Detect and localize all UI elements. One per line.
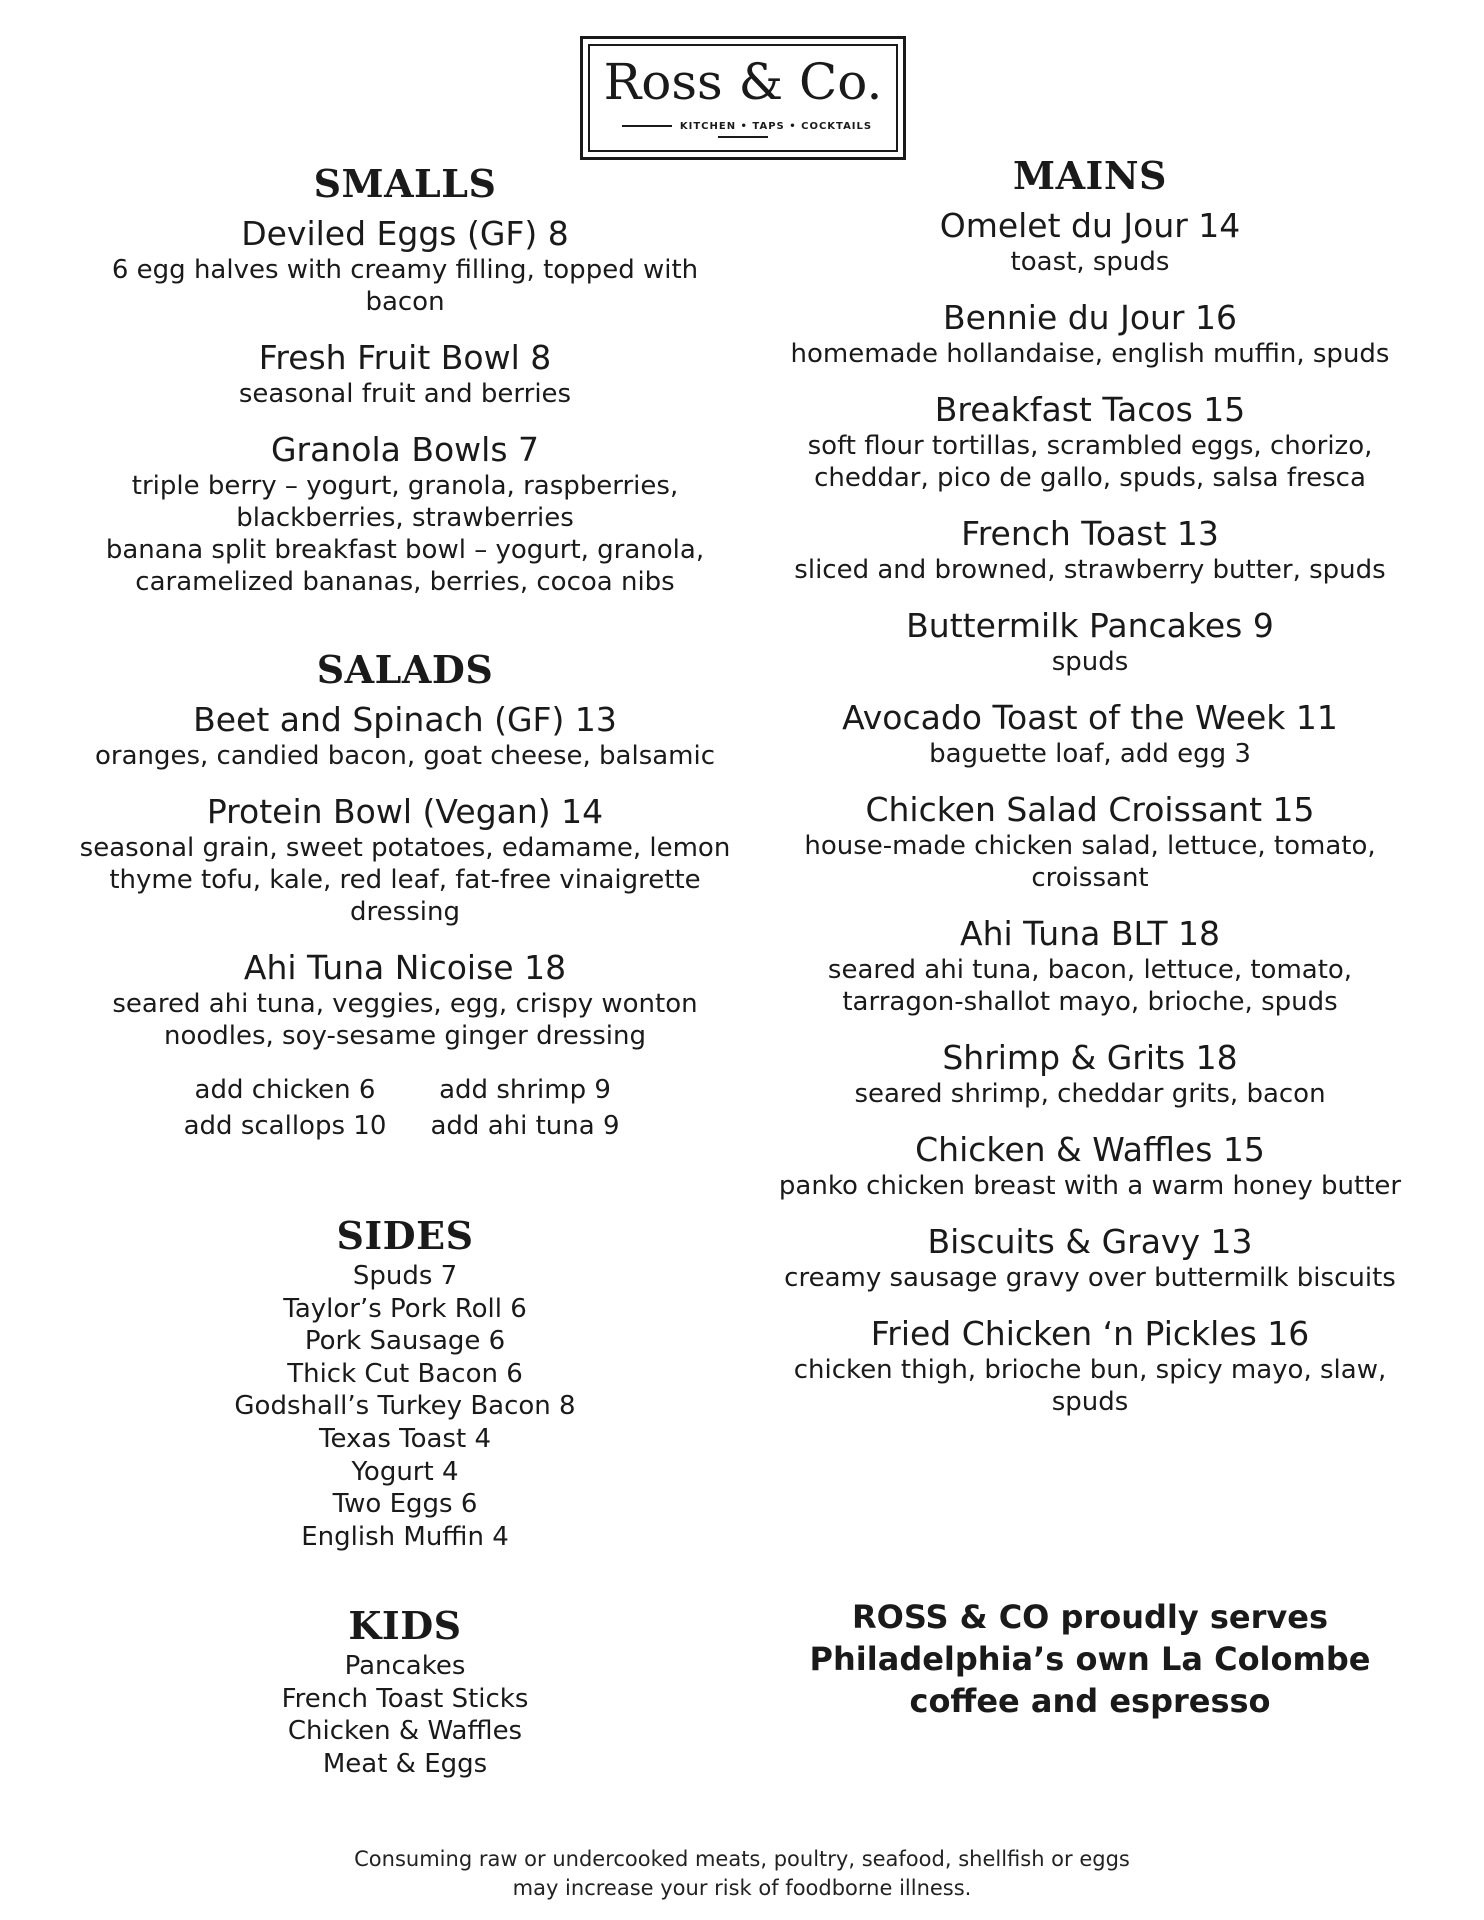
item-name: French Toast 13 (961, 514, 1219, 553)
coffee-note-line: ROSS & CO proudly serves (852, 1598, 1328, 1636)
item-desc: soft flour tortillas, scrambled eggs, chorizo, (807, 431, 1373, 461)
item-desc: spuds (1051, 647, 1129, 677)
item-name: Fresh Fruit Bowl 8 (258, 338, 552, 377)
item-desc: seasonal fruit and berries (238, 379, 572, 409)
list-item: Pork Sausage 6 (304, 1326, 506, 1357)
section-title-kids: KIDS (348, 1603, 462, 1648)
item-desc: dressing (350, 897, 460, 927)
salads-section (55, 646, 755, 1142)
list-item: English Muffin 4 (301, 1521, 509, 1552)
item-name: Omelet du Jour 14 (939, 206, 1241, 245)
item-desc: seared ahi tuna, veggies, egg, crispy wonton (112, 989, 698, 1019)
menu-item (745, 206, 1435, 278)
coffee-note (745, 1596, 1435, 1722)
list-item: Yogurt 4 (351, 1456, 459, 1487)
item-desc: bacon (365, 287, 445, 317)
restaurant-logo (580, 36, 906, 160)
smalls-section (55, 160, 755, 598)
item-desc: creamy sausage gravy over buttermilk biscuits (784, 1263, 1396, 1293)
item-name: Chicken Salad Croissant 15 (865, 790, 1315, 829)
menu-item (55, 338, 755, 410)
item-name: Bennie du Jour 16 (943, 298, 1237, 337)
addon-item: add shrimp 9 (439, 1075, 611, 1105)
item-name: Buttermilk Pancakes 9 (906, 606, 1274, 645)
menu-item (745, 1038, 1435, 1110)
list-item: Godshall’s Turkey Bacon 8 (234, 1391, 576, 1422)
list-item: Spuds 7 (352, 1261, 458, 1291)
item-name: Avocado Toast of the Week 11 (842, 698, 1338, 737)
addon-item: add scallops 10 (183, 1111, 387, 1141)
logo-tagline: KITCHEN • TAPS • COCKTAILS (679, 121, 873, 132)
menu-item (55, 700, 755, 772)
menu-item (55, 948, 755, 1052)
item-name: Deviled Eggs (GF) 8 (241, 214, 569, 253)
list-item: French Toast Sticks (281, 1683, 529, 1714)
item-name: Protein Bowl (Vegan) 14 (206, 792, 604, 831)
list-item: Pancakes (344, 1651, 466, 1681)
item-desc: banana split breakfast bowl – yogurt, granola, (105, 535, 705, 565)
item-desc: chicken thigh, brioche bun, spicy mayo, slaw, (793, 1355, 1387, 1385)
item-name: Fried Chicken ‘n Pickles 16 (870, 1314, 1310, 1353)
list-item: Taylor’s Pork Roll 6 (283, 1293, 527, 1324)
item-desc: thyme tofu, kale, red leaf, fat-free vinaigrette (109, 865, 701, 895)
menu-item (745, 606, 1435, 678)
addon-item: add chicken 6 (194, 1075, 376, 1105)
item-desc: croissant (1031, 863, 1149, 893)
logo-tagline-row (583, 121, 903, 143)
item-desc: caramelized bananas, berries, cocoa nibs (135, 567, 675, 597)
list-item: Chicken & Waffles (287, 1716, 523, 1747)
item-name: Beet and Spinach (GF) 13 (193, 700, 617, 739)
menu-item (745, 914, 1435, 1018)
coffee-note-line: coffee and espresso (909, 1682, 1271, 1720)
section-title-sides: SIDES (336, 1213, 474, 1258)
list-item: Texas Toast 4 (319, 1423, 491, 1454)
item-desc: noodles, soy-sesame ginger dressing (163, 1021, 647, 1051)
coffee-note-line: Philadelphia’s own La Colombe (809, 1640, 1371, 1678)
kids-list (55, 1650, 755, 1780)
menu-item (745, 390, 1435, 494)
item-desc: homemade hollandaise, english muffin, spuds (790, 339, 1390, 369)
section-title-mains: MAINS (1013, 153, 1167, 198)
menu-item (745, 1130, 1435, 1202)
item-name: Granola Bowls 7 (270, 430, 539, 469)
item-desc: triple berry – yogurt, granola, raspberries, (131, 471, 679, 501)
item-name: Shrimp & Grits 18 (942, 1038, 1238, 1077)
menu-item (55, 214, 755, 318)
item-name: Biscuits & Gravy 13 (927, 1222, 1253, 1261)
item-desc: tarragon-shallot mayo, brioche, spuds (842, 987, 1338, 1017)
list-item: Two Eggs 6 (332, 1489, 478, 1520)
menu-item (745, 298, 1435, 370)
menu-item (745, 514, 1435, 586)
item-name: Ahi Tuna Nicoise 18 (243, 948, 567, 987)
list-item: Meat & Eggs (322, 1748, 488, 1779)
sides-list (55, 1260, 755, 1553)
menu-item (745, 1314, 1435, 1418)
item-name: Chicken & Waffles 15 (915, 1130, 1265, 1169)
item-desc: seared shrimp, cheddar grits, bacon (854, 1079, 1326, 1109)
menu-item (745, 790, 1435, 894)
logo-rule-right (718, 136, 768, 138)
kids-section (55, 1602, 755, 1780)
menu-item (55, 792, 755, 928)
item-desc: seasonal grain, sweet potatoes, edamame, lemon (79, 833, 731, 863)
item-name: Breakfast Tacos 15 (934, 390, 1246, 429)
item-desc: seared ahi tuna, bacon, lettuce, tomato, (827, 955, 1353, 985)
item-desc: panko chicken breast with a warm honey butter (778, 1171, 1402, 1201)
item-desc: toast, spuds (1010, 247, 1170, 277)
section-title-smalls: SMALLS (313, 161, 497, 206)
disclaimer-line: may increase your risk of foodborne illness. (512, 1876, 972, 1900)
menu-item (745, 1222, 1435, 1294)
disclaimer-line: Consuming raw or undercooked meats, poultry, seafood, shellfish or eggs (354, 1847, 1130, 1871)
item-desc: 6 egg halves with creamy filling, topped with (111, 255, 699, 285)
addon-item: add ahi tuna 9 (430, 1111, 620, 1141)
item-name: Ahi Tuna BLT 18 (960, 914, 1220, 953)
salad-addons (55, 1074, 755, 1142)
logo-name: Ross & Co. (603, 53, 883, 111)
food-safety-disclaimer (0, 1845, 1484, 1903)
item-desc: house-made chicken salad, lettuce, tomato, (804, 831, 1376, 861)
list-item: Thick Cut Bacon 6 (287, 1358, 523, 1389)
section-title-salads: SALADS (316, 647, 494, 692)
item-desc: cheddar, pico de gallo, spuds, salsa fresca (814, 463, 1366, 493)
menu-item (745, 698, 1435, 770)
sides-section (55, 1212, 755, 1553)
mains-section (745, 152, 1435, 1418)
item-desc: blackberries, strawberries (236, 503, 574, 533)
item-desc: oranges, candied bacon, goat cheese, balsamic (94, 741, 716, 771)
item-desc: baguette loaf, add egg 3 (929, 739, 1251, 769)
menu-item (55, 430, 755, 598)
logo-rule-left (622, 125, 672, 127)
item-desc: spuds (1051, 1387, 1129, 1417)
item-desc: sliced and browned, strawberry butter, spuds (794, 555, 1386, 585)
